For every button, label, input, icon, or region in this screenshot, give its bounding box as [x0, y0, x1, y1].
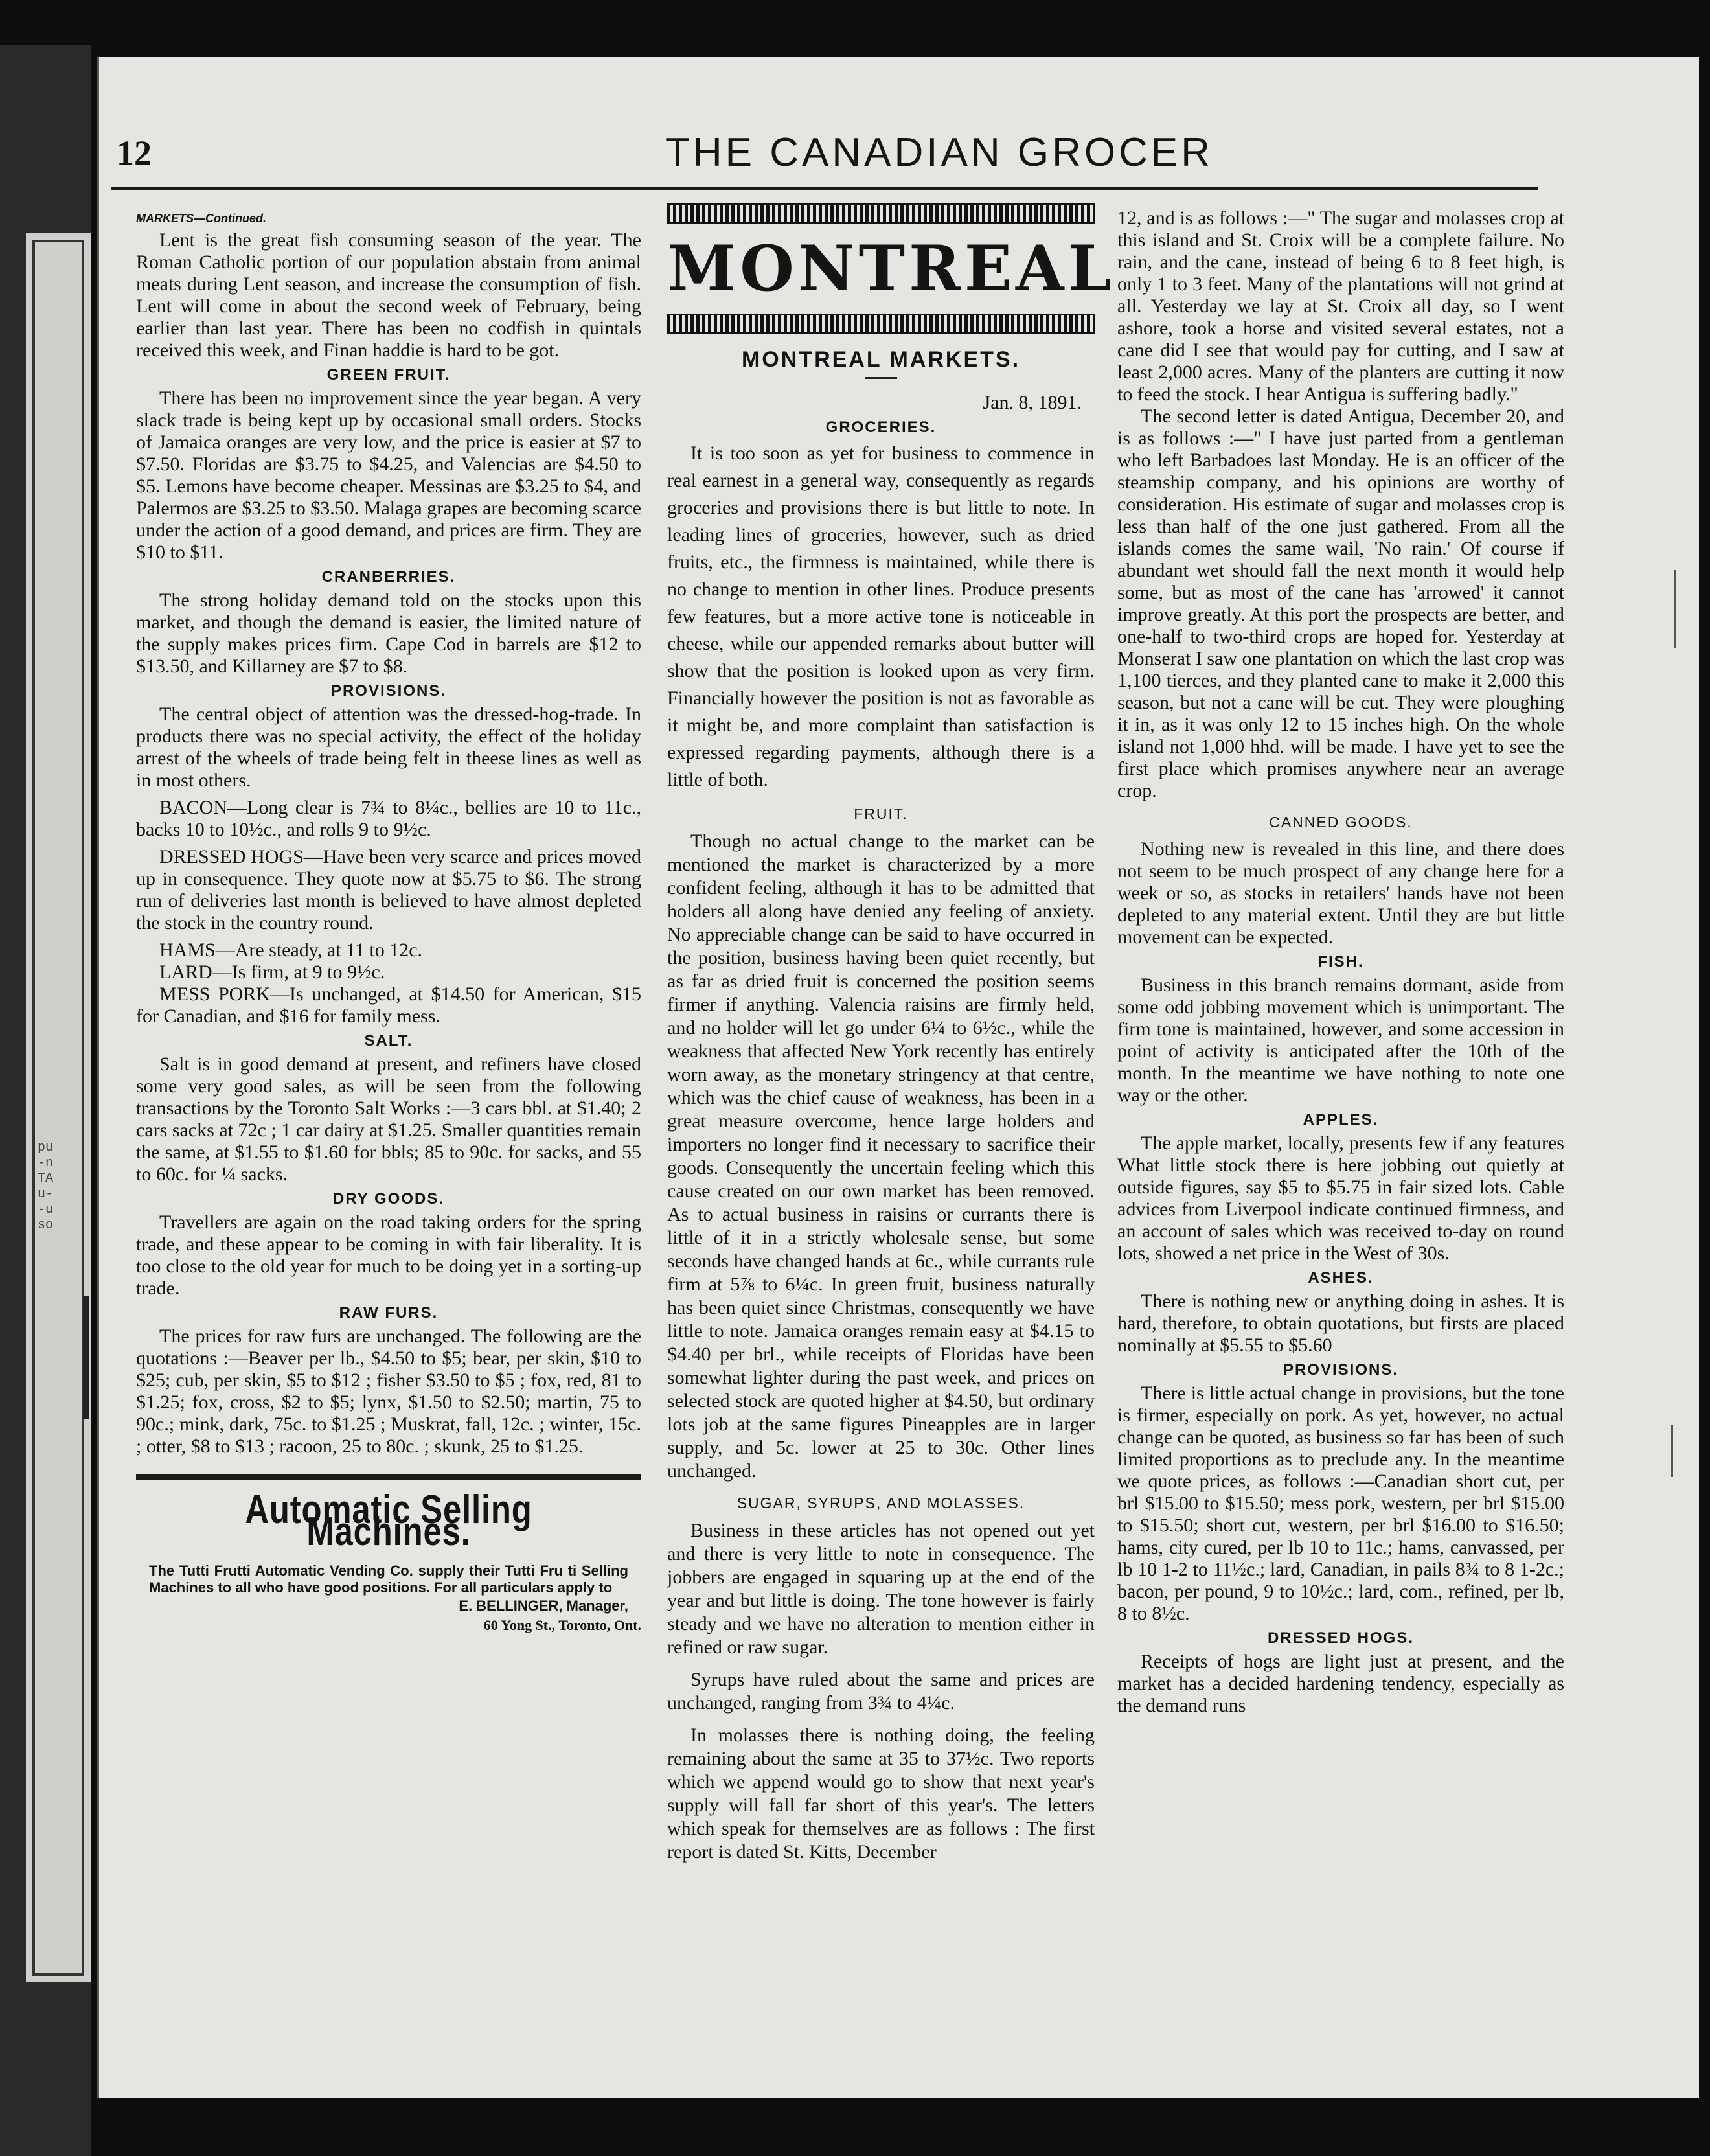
paragraph-hams: HAMS—Are steady, at 11 to 12c.: [159, 939, 423, 961]
paragraph-mess-pork: MESS PORK—Is unchanged, at $14.50 for American, $15 for Canadian, and $16 for family mess.: [136, 983, 641, 1027]
paragraph-canned-goods: Nothing new is revealed in this line, and there does not seem to be much prospect of any change here for a week or so, as stocks in retailers' hands have not been depleted to any material extent. Until they are but little movement can be expected.: [1117, 838, 1564, 948]
heading-dressed-hogs: DRESSED HOGS.: [1267, 1629, 1415, 1647]
facing-page-mark: [83, 1296, 89, 1419]
margin-mark: [1671, 1425, 1673, 1477]
paragraph-provisions: The central object of attention was the dressed-hog-trade. In products there was no special activity, the effect of the holiday arrest of the wheels of trade being felt in theese lines as well as in most others.: [136, 704, 641, 791]
page-number: 12: [117, 133, 152, 172]
markets-title: MONTREAL MARKETS.: [741, 347, 1021, 372]
ornament-bottom: [667, 314, 1095, 334]
facing-page-border: [32, 240, 84, 1976]
heading-green-fruit: GREEN FRUIT.: [326, 366, 451, 384]
heading-sugar: SUGAR, SYRUPS, AND MOLASSES.: [736, 1495, 1025, 1511]
heading-apples: APPLES.: [1303, 1111, 1379, 1129]
header-rule: [111, 187, 1538, 190]
advertisement-title: Automatic Selling Machines.: [245, 1487, 532, 1554]
facing-page-text-fragment: pu -n TA u- -u so: [38, 1140, 54, 1233]
section-title: MONTREAL: [667, 232, 1116, 305]
dateline: Jan. 8, 1891.: [983, 392, 1082, 413]
paragraph-molasses: In molasses there is nothing doing, the feeling remaining about the same at 35 to 37½c. Two reports which we append would go to show that next year's supply will fall far short of this year's. The letters which speak for themselves are as follows : The first report is dated St. Kitts, December: [667, 1725, 1095, 1863]
paragraph-green-fruit: There has been no improvement since the year began. A very slack trade is being kept up by occasional small orders. Stocks of Jamaica oranges are very low, and the price is easier at $7 to $7.50. Floridas are $3.75 to $4.25, and Valencias are $4.50 to $5. Lemons have become cheaper. Messinas are $3.25 to $4, and Palermos are $3.25 to $3.50. Malaga grapes are becoming scarce under the action of a good demand, and prices are firm. They are $10 to $11.: [136, 387, 641, 563]
paragraph-groceries: It is too soon as yet for business to commence in real earnest in a general way, consequently as regards groceries and provisions there is but little to note. In leading lines of groceries, however, such as dried fruits, etc., the firmness is maintained, while there is no change to mention in other lines. Produce presents few features, but a more active tone is noticeable in cheese, while our appended remarks about butter will show that the position is looked upon as very firm. Financially however the position is not as favorable as it might be, and more complaint than satisfaction is expressed regarding payments, although there is a little of both.: [667, 442, 1095, 790]
paragraph-st-kitts-letter: 12, and is as follows :—" The sugar and molasses crop at this island and St. Croix will be a complete failure. No rain, and the cane, instead of being 6 to 8 feet high, is only 1 to 3 feet. Many of the plantations will not grind at all. Yesterday we lay at St. Croix all day, so I went ashore, took a horse and visited several estates, not a cane did I see that would pay for cutting, and I saw at least 2,000 acres. Many of the planters are cutting it now to feed the stock. I hear Antigua is suffering badly.": [1117, 207, 1564, 405]
heading-groceries: GROCERIES.: [825, 419, 937, 436]
advertisement-manager: E. BELLINGER, Manager,: [459, 1598, 628, 1614]
heading-fruit: FRUIT.: [854, 805, 908, 822]
heading-cranberries: CRANBERRIES.: [321, 568, 456, 586]
advertisement-text: The Tutti Frutti Automatic Vending Co. supply their Tutti Fru ti Selling Machines to all who have good positions. For all particulars apply to: [149, 1563, 628, 1596]
paragraph-salt: Salt is in good demand at present, and refiners have closed some very good sales, as will be seen from the following transactions by the Toronto Salt Works :—3 cars bbl. at $1.40; 2 cars sacks at 72c ; 1 car dairy at $1.25. Smaller quantities remain the same, at $1.55 to $1.60 for bbls; 85 to 90c. for sacks, and 55 to 60c. for ¼ sacks.: [136, 1053, 641, 1185]
paragraph-apples: The apple market, locally, presents few if any features What little stock there is here jobbing out quietly at outside figures, say $5 to $5.75 in fair sized lots. Cable advices from Liverpool indicate continued firmness, and an account of sales which was received to-day on round lots, showed a net price in the West of 30s.: [1117, 1132, 1564, 1264]
column-2: [667, 194, 1116, 1864]
heading-dry-goods: DRY GOODS.: [332, 1190, 445, 1208]
paragraph-raw-furs: The prices for raw furs are unchanged. The following are the quotations :—Beaver per lb., $4.50 to $5; bear, per skin, $10 to $25; cub, per skin, $5 to $12 ; fisher $3.50 to $5 ; fox, red, 81 to $1.25; fox, cross, $2 to $5; lynx, $1.50 to $2.50; martin, 75 to 90c.; mink, dark, 75c. to $1.25 ; Muskrat, fall, 12c. ; winter, 15c. ; otter, $8 to $13 ; racoon, 25 to 80c. ; skunk, 25 to $1.25.: [136, 1325, 641, 1457]
heading-raw-furs: RAW FURS.: [339, 1304, 439, 1322]
heading-provisions: PROVISIONS.: [330, 682, 447, 700]
paragraph-fruit: Though no actual change to the market can be mentioned the market is characterized by a more confident feeling, although it has to be admitted that holders all along have denied any feeling of anxiety. No appreciable change can be said to have occurred in the position, business having been quiet recently, but as far as dried fruit is concerned the position seems firmer if anything. Valencia raisins are firmly held, and no holder will let go under 6¼ to 6½c., while the weakness that affected New York recently has entirely worn away, as the monetary stringency at that centre, which was the chief cause of weakness, has been in a great measure overcome, hence large holders and importers no longer find it necessary to sacrifice their goods. Consequently the uncertain feeling which this cause created on our own market has been removed. As to actual business in raisins or currants there is little of it in a strictly wholesale sense, but some seconds have changed hands at 6c., while currants rule firm at 5⅞ to 6¼c. In green fruit, business naturally has been quiet since Christmas, consequently we have little to note. Jamaica oranges remain easy at $4.15 to $4.40 per brl., while receipts of Floridas have been somewhat lighter during the past week, and prices on selected stock are quoted higher at $4.50, but ordinary lots job at the same figures Pineapples are in larger supply, and 5c. lower at 25 to 30c. Other lines unchanged.: [667, 831, 1095, 1482]
continued-label: MARKETS—Continued.: [136, 212, 266, 225]
paragraph-lent: Lent is the great fish consuming season of the year. The Roman Catholic portion of our population abstain from animal meats during Lent season, and increase the consumption of fish. Lent will come in about the second week of February, being earlier than last year. There has been no codfish in quintals received this week, and Finan haddie is hard to be got.: [136, 229, 641, 361]
paragraph-lard: LARD—Is firm, at 9 to 9½c.: [159, 961, 385, 983]
advertisement-rule: [136, 1474, 641, 1480]
paragraph-dressed-hogs: DRESSED HOGS—Have been very scarce and prices moved up in consequence. They quote now at $5.75 to $6. The strong run of deliveries last month is believed to have almost depleted the stock in the country round.: [136, 846, 641, 934]
paragraph-fish: Business in this branch remains dormant, aside from some odd jobbing movement which is unimportant. The firm tone is maintained, however, and some accession in point of activity is anticipated after the 10th of the month. In the meantime we have nothing to note one way or the other.: [1117, 974, 1564, 1106]
paragraph-sugar: Business in these articles has not opened out yet and there is very little to note in consequence. The jobbers are engaged in squaring up at the end of the year and but little is doing. The tone however is fairly steady and we have no alteration to mention either in refined or raw sugar.: [667, 1520, 1095, 1658]
margin-mark: [1674, 570, 1676, 648]
advertisement-address: 60 Yong St., Toronto, Ont.: [483, 1617, 641, 1633]
paragraph-cranberries: The strong holiday demand told on the stocks upon this market, and though the demand is easier, the limited nature of the supply makes prices firm. Cape Cod in barrels are $12 to $13.50, and Killarney are $7 to $8.: [136, 590, 641, 677]
paragraph-syrups: Syrups have ruled about the same and prices are unchanged, ranging from 3¾ to 4¼c.: [667, 1669, 1095, 1714]
heading-fish: FISH.: [1317, 953, 1364, 970]
heading-ashes: ASHES.: [1308, 1269, 1374, 1287]
heading-canned-goods: CANNED GOODS.: [1269, 814, 1413, 831]
paragraph-dressed-hogs-montreal: Receipts of hogs are light just at present, and the market has a decided hardening tendency, especially as the demand runs: [1117, 1651, 1564, 1716]
column-3: [1117, 207, 1564, 1717]
paragraph-dry-goods: Travellers are again on the road taking orders for the spring trade, and these appear to be coming in with fair liberality. It is too close to the old year for much to be doing yet in a sorting-up trade.: [136, 1211, 641, 1299]
facing-page-sliver: [26, 233, 91, 1982]
ornament-top: [667, 203, 1095, 224]
heading-provisions-montreal: PROVISIONS.: [1282, 1361, 1399, 1379]
masthead: THE CANADIAN GROCER: [665, 130, 1213, 175]
paragraph-bacon: BACON—Long clear is 7¾ to 8¼c., bellies are 10 to 11c., backs 10 to 10½c., and rolls 9 to 9½c.: [136, 797, 641, 840]
paragraph-antigua-letter: The second letter is dated Antigua, December 20, and is as follows :—" I have just parted from a gentleman who left Barbadoes last Monday. He is an officer of the steamship company, and his opinions are worthy of consideration. His estimate of sugar and molasses crop is less than half of the one just gathered. From all the islands comes the same wail, 'No rain.' Of course if abundant wet should fall the next month it would help some, but as most of the cane has 'arrowed' it cannot improve greatly. At this port the prospects are better, and one-half to two-third crops are hoped for. Yesterday at Monserat I saw one plantation on which the last crop was 1,100 tierces, and they planted cane to make it 2,000 this season, but not a cane will be cut. They were ploughing it in, as it was only 12 to 15 inches high. On the whole island not 1,000 hhd. will be made. I have yet to see the first place which promises anywhere near an average crop.: [1117, 406, 1564, 801]
heading-salt: SALT.: [364, 1032, 413, 1049]
paragraph-provisions-montreal: There is little actual change in provisions, but the tone is firmer, especially on pork. As yet, however, no actual change can be quoted, as business so far has been of such limited proportions as to preclude any. In the meantime we quote prices, as follows :—Canadian short cut, per brl $15.00 to $15.50; mess pork, western, per brl $15.00 to $15.50; short cut, western, per brl $16.00 to $16.50; hams, city cured, per lb 10 to 11c.; hams, canvassed, per lb 10 1-2 to 11½c.; lard, Canadian, in pails 8¾ to 8 1-2c.; bacon, per pound, 9 to 10½c.; lard, com., refined, per lb, 8 to 8½c.: [1117, 1382, 1564, 1624]
paragraph-ashes: There is nothing new or anything doing in ashes. It is hard, therefore, to obtain quotations, but firsts are placed nominally at $5.55 to $5.60: [1117, 1290, 1564, 1356]
column-1: [136, 207, 641, 1635]
short-rule: [865, 377, 897, 379]
